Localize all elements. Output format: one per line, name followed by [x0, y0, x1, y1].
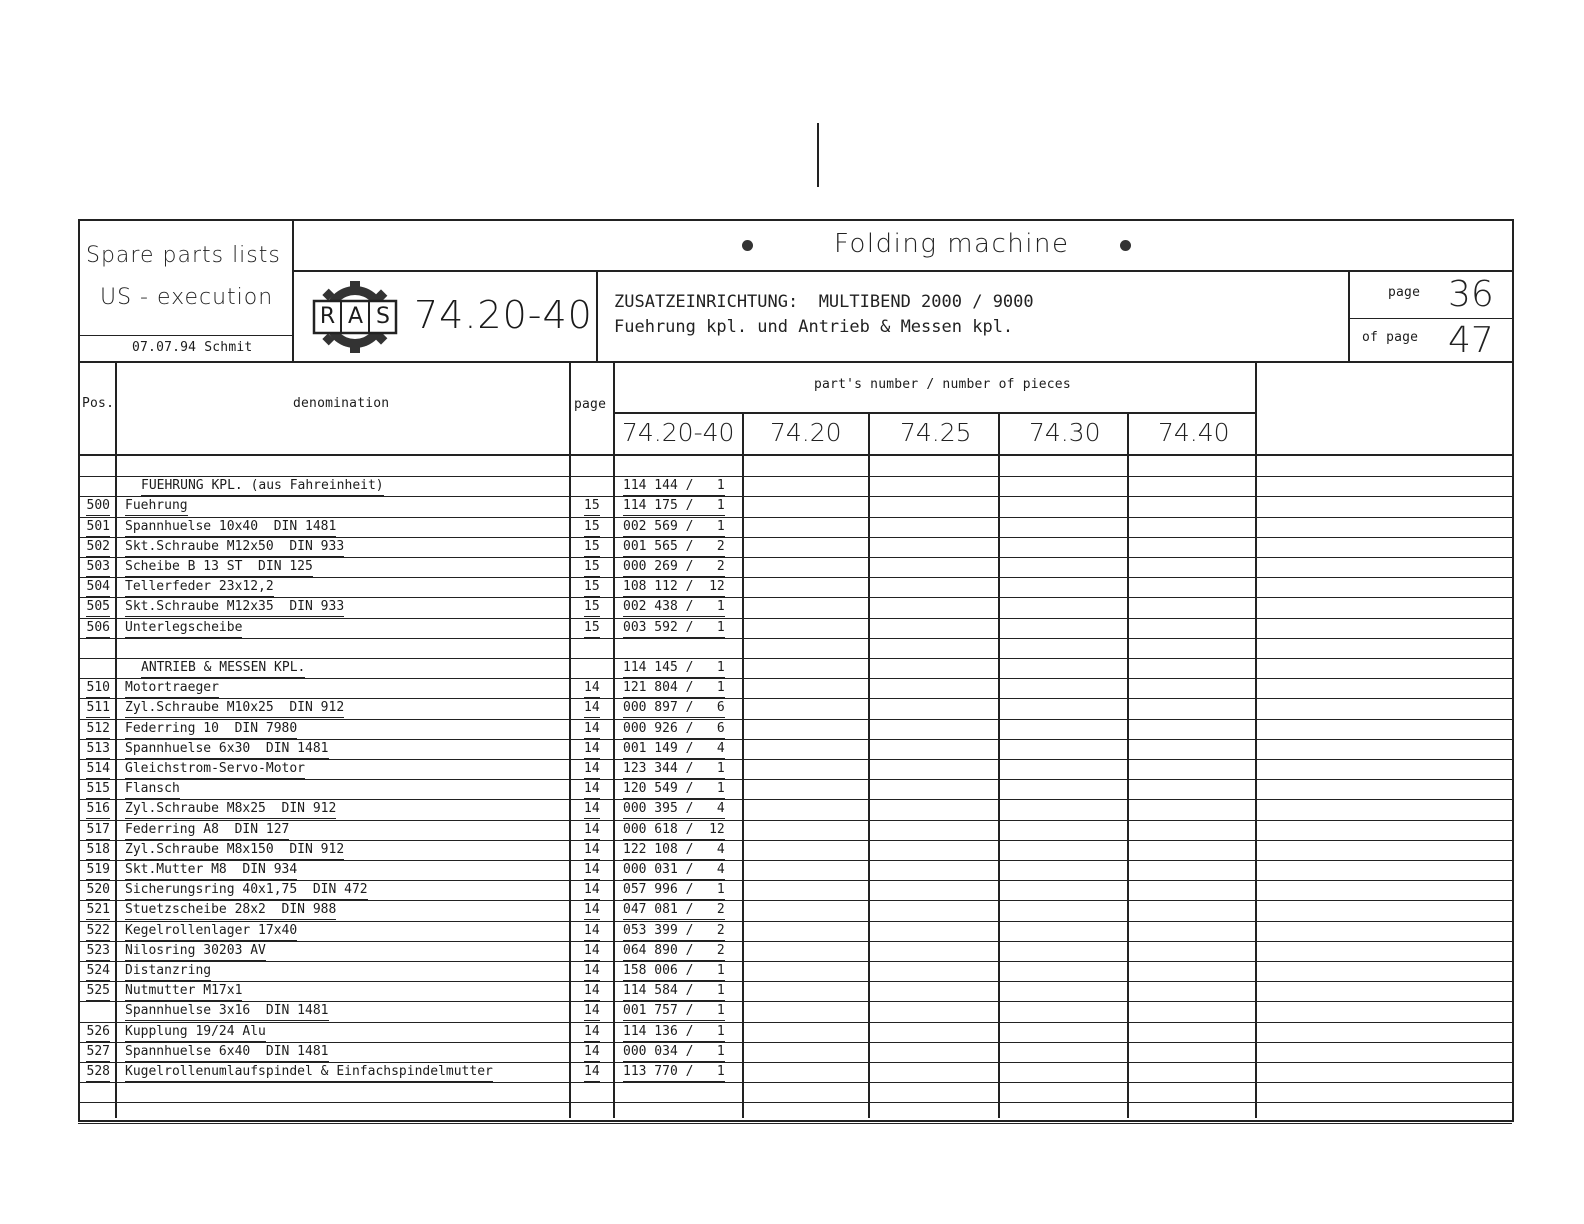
row-position: 513: [86, 740, 110, 759]
row-page: 15: [584, 518, 600, 537]
page-label: page: [1388, 285, 1421, 300]
row-denomination: Unterlegscheibe: [125, 619, 242, 638]
row-part-number: 000 926 / 6: [623, 720, 725, 739]
row-part-number: 108 112 / 12: [623, 578, 725, 597]
row-part-number: 001 565 / 2: [623, 538, 725, 557]
row-page: 14: [584, 699, 600, 718]
model-column-2: 74.20: [770, 418, 842, 447]
row-part-number: 123 344 / 1: [623, 760, 725, 779]
row-page: 14: [584, 901, 600, 920]
row-position: 522: [86, 922, 110, 941]
column-header-parts: part's number / number of pieces: [814, 377, 1071, 392]
row-part-number: 114 175 / 1: [623, 497, 725, 516]
table-row: [78, 1082, 1512, 1102]
column-header-page: page: [574, 397, 607, 412]
row-part-number: 158 006 / 1: [623, 962, 725, 981]
table-row: [78, 1102, 1512, 1122]
table-row: [78, 496, 1512, 516]
row-page: 14: [584, 821, 600, 840]
row-part-number: 000 031 / 4: [623, 861, 725, 880]
table-row: [78, 719, 1512, 739]
row-part-number: 057 996 / 1: [623, 881, 725, 900]
row-denomination: Federring 10 DIN 7980: [125, 720, 297, 739]
row-page: 14: [584, 942, 600, 961]
row-position: 503: [86, 558, 110, 577]
sheet-title: Spare parts lists: [86, 243, 281, 268]
row-denomination: Spannhuelse 10x40 DIN 1481: [125, 518, 336, 537]
description-line-1: ZUSATZEINRICHTUNG: MULTIBEND 2000 / 9000: [614, 292, 1034, 312]
page-number: 36: [1448, 274, 1494, 315]
row-position: 525: [86, 982, 110, 1001]
row-page: 14: [584, 881, 600, 900]
logo-letter-s: S: [376, 304, 390, 329]
row-page: 15: [584, 619, 600, 638]
row-denomination: Spannhuelse 6x40 DIN 1481: [125, 1043, 329, 1062]
row-denomination: Zyl.Schraube M8x25 DIN 912: [125, 800, 336, 819]
row-part-number: 000 897 / 6: [623, 699, 725, 718]
machine-title: Folding machine: [834, 229, 1070, 259]
row-denomination: Distanzring: [125, 962, 211, 981]
table-row: [78, 577, 1512, 597]
column-header-denomination: denomination: [293, 396, 390, 411]
row-position: 512: [86, 720, 110, 739]
binding-mark: [817, 123, 819, 187]
table-row: [78, 779, 1512, 799]
row-denomination: Kegelrollenlager 17x40: [125, 922, 297, 941]
row-position: 500: [86, 497, 110, 516]
row-page: 14: [584, 800, 600, 819]
table-row: [78, 476, 1512, 496]
row-part-number: 121 804 / 1: [623, 679, 725, 698]
row-part-number: 000 034 / 1: [623, 1043, 725, 1062]
row-position: 506: [86, 619, 110, 638]
row-position: 520: [86, 881, 110, 900]
row-part-number: 113 770 / 1: [623, 1063, 725, 1082]
table-row: [78, 900, 1512, 920]
row-part-number: 001 149 / 4: [623, 740, 725, 759]
row-denomination: Flansch: [125, 780, 180, 799]
row-divider: [78, 1123, 1512, 1124]
table-row: [78, 1042, 1512, 1062]
date-author: 07.07.94 Schmit: [132, 340, 253, 355]
model-column-1: 74.20-40: [622, 418, 735, 447]
row-position: 526: [86, 1023, 110, 1042]
table-row: [78, 759, 1512, 779]
table-row: [78, 739, 1512, 759]
row-part-number: 001 757 / 1: [623, 1002, 725, 1021]
table-row: [78, 618, 1512, 638]
table-row: [78, 537, 1512, 557]
table-row: [78, 698, 1512, 718]
row-denomination: Scheibe B 13 ST DIN 125: [125, 558, 313, 577]
table-row: [78, 880, 1512, 900]
row-page: 14: [584, 760, 600, 779]
row-part-number: 002 569 / 1: [623, 518, 725, 537]
ras-logo: [312, 279, 398, 355]
table-row: [78, 961, 1512, 981]
table-row: [78, 799, 1512, 819]
column-header-pos: Pos.: [82, 396, 115, 411]
table-row: [78, 678, 1512, 698]
row-page: 14: [584, 982, 600, 1001]
table-row: [78, 981, 1512, 1001]
row-page: 14: [584, 841, 600, 860]
total-pages: 47: [1448, 320, 1494, 361]
description-line-2: Fuehrung kpl. und Antrieb & Messen kpl.: [614, 317, 1014, 337]
row-page: 14: [584, 922, 600, 941]
row-part-number: 053 399 / 2: [623, 922, 725, 941]
logo-letter-a: A: [347, 304, 364, 329]
row-position: 519: [86, 861, 110, 880]
row-denomination: Skt.Schraube M12x35 DIN 933: [125, 598, 344, 617]
row-denomination: Gleichstrom-Servo-Motor: [125, 760, 305, 779]
execution-label: US - execution: [100, 285, 274, 310]
row-position: 521: [86, 901, 110, 920]
row-part-number: 002 438 / 1: [623, 598, 725, 617]
of-page-label: of page: [1362, 330, 1419, 345]
row-position: 527: [86, 1043, 110, 1062]
row-position: 523: [86, 942, 110, 961]
row-part-number: 000 395 / 4: [623, 800, 725, 819]
row-position: 528: [86, 1063, 110, 1082]
row-denomination: Federring A8 DIN 127: [125, 821, 289, 840]
bullet-right: [1120, 240, 1131, 251]
table-row: [78, 597, 1512, 617]
row-denomination: Sicherungsring 40x1,75 DIN 472: [125, 881, 368, 900]
row-page: 15: [584, 538, 600, 557]
row-part-number: 003 592 / 1: [623, 619, 725, 638]
row-part-number: 064 890 / 2: [623, 942, 725, 961]
row-page: 14: [584, 740, 600, 759]
row-part-number: 114 136 / 1: [623, 1023, 725, 1042]
table-row: [78, 1022, 1512, 1042]
row-page: 14: [584, 679, 600, 698]
row-part-number: 120 549 / 1: [623, 780, 725, 799]
row-page: 14: [584, 1002, 600, 1021]
row-position: 518: [86, 841, 110, 860]
row-position: 505: [86, 598, 110, 617]
row-position: 517: [86, 821, 110, 840]
row-page: 14: [584, 780, 600, 799]
row-position: 502: [86, 538, 110, 557]
document-number: 74.20-40: [414, 293, 593, 337]
row-part-number: 114 145 / 1: [623, 659, 725, 678]
table-row: [78, 921, 1512, 941]
row-part-number: 114 144 / 1: [623, 477, 725, 496]
row-page: 14: [584, 1043, 600, 1062]
row-position: 514: [86, 760, 110, 779]
row-position: 515: [86, 780, 110, 799]
row-denomination: Nutmutter M17x1: [125, 982, 242, 1001]
table-row: [78, 941, 1512, 961]
table-row: [78, 638, 1512, 658]
table-row: [78, 517, 1512, 537]
row-page: 15: [584, 558, 600, 577]
row-page: 15: [584, 497, 600, 516]
row-page: 14: [584, 861, 600, 880]
row-denomination: Spannhuelse 6x30 DIN 1481: [125, 740, 329, 759]
table-row: [78, 1062, 1512, 1082]
table-row: [78, 456, 1512, 476]
row-denomination: Spannhuelse 3x16 DIN 1481: [125, 1002, 329, 1021]
model-column-5: 74.40: [1158, 418, 1230, 447]
model-column-4: 74.30: [1029, 418, 1101, 447]
row-part-number: 047 081 / 2: [623, 901, 725, 920]
row-position: 516: [86, 800, 110, 819]
row-denomination: ANTRIEB & MESSEN KPL.: [141, 659, 305, 678]
bullet-left: [742, 240, 753, 251]
row-denomination: Motortraeger: [125, 679, 219, 698]
row-page: 14: [584, 1063, 600, 1082]
row-denomination: Fuehrung: [125, 497, 188, 516]
row-page: 15: [584, 598, 600, 617]
row-page: 14: [584, 720, 600, 739]
table-row: [78, 860, 1512, 880]
row-denomination: Skt.Schraube M12x50 DIN 933: [125, 538, 344, 557]
row-page: 14: [584, 962, 600, 981]
row-denomination: Kugelrollenumlaufspindel & Einfachspindelmutter: [125, 1063, 493, 1082]
row-position: 511: [86, 699, 110, 718]
row-part-number: 114 584 / 1: [623, 982, 725, 1001]
table-row: [78, 820, 1512, 840]
row-part-number: 000 618 / 12: [623, 821, 725, 840]
table-row: [78, 658, 1512, 678]
spare-parts-sheet: [78, 219, 1514, 1122]
row-position: 504: [86, 578, 110, 597]
row-part-number: 000 269 / 2: [623, 558, 725, 577]
row-denomination: Zyl.Schraube M8x150 DIN 912: [125, 841, 344, 860]
table-row: [78, 557, 1512, 577]
row-denomination: Skt.Mutter M8 DIN 934: [125, 861, 297, 880]
row-position: 501: [86, 518, 110, 537]
row-denomination: Tellerfeder 23x12,2: [125, 578, 274, 597]
row-position: 510: [86, 679, 110, 698]
logo-letter-r: R: [319, 304, 336, 329]
row-denomination: Kupplung 19/24 Alu: [125, 1023, 266, 1042]
row-position: 524: [86, 962, 110, 981]
row-page: 14: [584, 1023, 600, 1042]
row-denomination: Stuetzscheibe 28x2 DIN 988: [125, 901, 336, 920]
table-row: [78, 1001, 1512, 1021]
row-page: 15: [584, 578, 600, 597]
row-part-number: 122 108 / 4: [623, 841, 725, 860]
row-denomination: Zyl.Schraube M10x25 DIN 912: [125, 699, 344, 718]
row-denomination: Nilosring 30203 AV: [125, 942, 266, 961]
table-row: [78, 840, 1512, 860]
row-denomination: FUEHRUNG KPL. (aus Fahreinheit): [141, 477, 384, 496]
model-column-3: 74.25: [900, 418, 972, 447]
